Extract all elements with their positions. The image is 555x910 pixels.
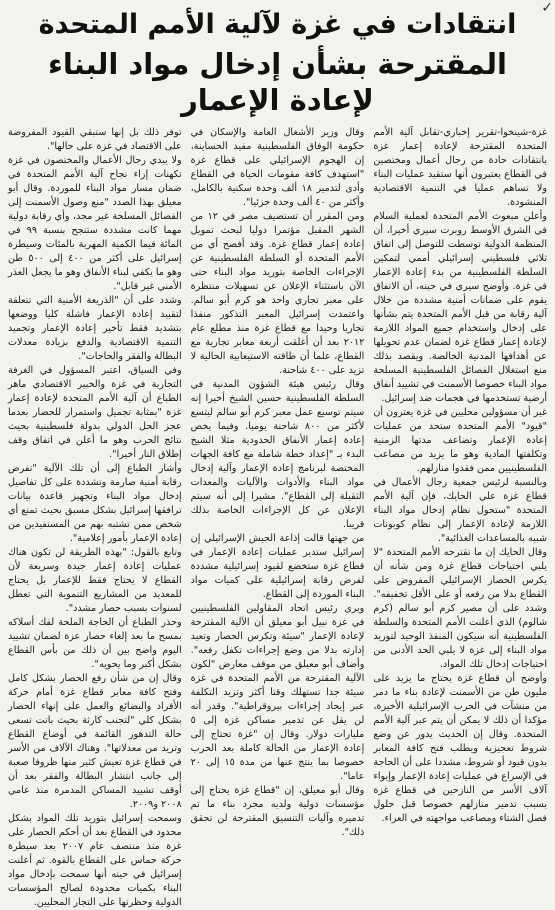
paragraph: ولا يبدي رجال الأعمال والمختصون في غزة تكهنات إزاء نجاح آلية الأمم المتحدة في ضمان مسار مواد البناء للموردة. وقال أبو معيلق بهذا الصدد "منع وصول الأسمنت إلى الفصائل المسلحة غير مجد، وأي رقابة دولية مهما كانت مشددة ستنجح بنسبة ٩٩ في المائة فيما الكمية المهربة بالمئات وسيطرة إسرائيل على أكثر من ٤٠٠ إلى ٥٠٠ طن وهو ما يكفي لبناء الأنفاق وهو ما يجعل العذر الأمني غير قابل". bbox=[7, 155, 182, 293]
article-headline bbox=[8, 8, 547, 118]
paragraph: من جهتها قالت إذاعة الجيش الإسرائيلي إن إسرائيل ستدير عمليات إعادة الإعمار في قطاع غزة ستخضع لقيود إسرائيلية مشددة لفرض رقابة إسرائيلية على كميات مواد البناء الموردة إلى القطاع. bbox=[190, 533, 365, 601]
paragraph: وأوضح أن قطاع غزة يحتاج ما يزيد على مليون طن من الأسمنت لإعادة بناء ما دمر من منشآت في الحرب الإسرائيلية الأخيرة، مؤكدا أن ذلك لا يمكن أن يتم عبر آلية الأمم المتحدة. وقال إن الحديث يدور عن وضع شروط تعجيزية ويطلب فتح كافة المعابر بدون قيود أو شروط، مشددا على أن الحاجة في الإسراع في عمليات إعادة الإعمار وإيواء آلاف الأسر من النازحين في قطاع غزة بسبب تدمير منازلهم خصوصا قبل حلول فصل الشتاء ومصاعب مواجهته في العراء. bbox=[373, 673, 547, 825]
headline-line-1: انتقادات في غزة لآلية الأمم المتحدة bbox=[38, 9, 517, 40]
paragraph: وحذر الطباع أن الحاجة الملحة لفك أسلاكه بمسح ما بعد إلغاء حصار عزة لضمان تشييد اليوم واضح بين أن ذلك من بأس القطاع بشكل أكبر وما يحويه". bbox=[7, 617, 182, 671]
article-column-2 bbox=[190, 126, 365, 839]
article-column-3 bbox=[7, 126, 182, 909]
paragraph: غزة-شينخوا-تقرير إخباري-تقابل آلية الأمم المتحدة المقترحة لإعادة إعمار غزة بانتقادات حادة من رجال أعمال ومختصين في القطاع يعتبرون أنها ستقيد عمليات البناء ولا تساهم عمليا في التنمية الاقتصادية المنشودة. bbox=[373, 127, 547, 209]
paragraph: وقال أبو معيلق، إن "قطاع غزة يحتاج إلى مؤسسات دولية ولديه مجرد بناء ما تم تدميره وآليات التنسيق المقترحة لن تحقق ذلك". bbox=[190, 785, 365, 839]
paragraph: ومن المقرر أن تستضيف مصر في ١٢ من الشهر المقبل مؤتمرا دوليا لبحث تمويل إعادة إعمار قطاع غزة. وقد أفصح أي من الأمم المتحدة أو السلطة الفلسطينية عن الإجراءات الخاصة بتوريد مواد البناء حتى الآن باستثناء الإعلان عن تسهيلات منتظرة على معبر تجاري واحد هو كرم أبو سالم. واعتمدت إسرائيل المعبر التذكور منفذا تجاريا وحيدا مع قطاع غزة منذ مطلع عام ٢٠١٢ بعد أن أغلقت أربعة معابر تجارية مع القطاع، علما أن طاقته الاستيعابية الحالية لا تزيد على ٤٠٠ شاحنة. bbox=[190, 211, 365, 377]
paragraph: وبالنسبة لرئيس جمعية رجال الأعمال في قطاع غزة علي الحايك، فإن آلية الأمم المتحدة "ستحول نظام إدخال مواد البناء اللازمة لإعادة الإعمار إلى نظام كوبونات شبيه بالمساعدات الغذائية". bbox=[373, 477, 547, 545]
paragraph: وقال وزير الأشغال العامة والإسكان في حكومة الوفاق الفلسطينية مفيد الحساينة، إن الهجوم الإسرائيلي على قطاع غزة "استهدف كافة مقومات الحياة في القطاع وأدى لتدمير ١٨ ألف وحدة سكنية بالكامل، وأكثر من ٤٠ ألف وحدة جزئيا". bbox=[190, 127, 365, 209]
paragraph: وتابع بالقول: "بهذه الطريقة لن تكون هناك عمليات إعادة إعمار جيدة وسريعة لأن القطاع لا يحتاج فقط للإعمار بل يحتاج للمعديد من المشاريع التنموية التي تعطل لسنوات بسبب حصار مشدد". bbox=[7, 547, 182, 615]
paragraph: وسمحت إسرائيل بتوريد تلك المواد بشكل محدود في القطاع بعد أن أحكم الحصار على غزة منذ منتصف عام ٢٠٠٧ بعد سيطرة حركة حماس على القطاع بالقوة. ثم أعلنت إسرائيل في حينه أنها سمحت بإدخال مواد البناء بكميات محدودة لصالح المؤسسات الدولية وحظرتها على التجار المحليين. bbox=[7, 813, 182, 909]
paragraph: وقال إن من شأن رفع الحصار بشكل كامل وفتح كافة معابر قطاع غزة أمام حركة الأفراد والبضائع والعمل على إنهاء الحصار بشكل كلي "لتجنب كارثة بحيث باتت تسعى حالة التدهور القائمة في أوضاع القطاع وتريد من معدلاتها". وهناك الآلاف من الأسر في قطاع غزة تعيش كثير منها ظروفا صعبة إلى جانب انتشار البطالة والفقر بعد أن أوقف تشييد المساكن المدمرة منذ عامي ٢٠٠٨ و٢٠٠٩. bbox=[7, 673, 182, 811]
paragraph: غير أن مسؤولين محليين في غزة يعترون أن "قيود" الأمم المتحدة ستحد من عمليات إعادة الإعمار وتضاعف مدتها الزمنية وتكلفتها المادية وهو ما يزيد من مصاعب الفلسطينيين ممن فقدوا منازلهم. bbox=[373, 407, 547, 475]
paragraph: ويرى رئيس اتحاد المقاولين الفلسطينيين في غزة نبيل أبو معيلق أن الآلية المقترحة لإعادة الإعمار "سيئة وتكرس الحصار وتعيد إدارته بدلا من وضع إجراءات تكفل رفعه". وأضاف أبو معيلق من موقف معارض "لكون الآلية المقترحة من الأمم المتحدة في غزة سيئة جدا تستهلك وقتا أكثر وتزيد التكلفة عبر إيجاد إجراءات بيروقراطية". وقدر أنه لن يقل عن تدمير مساكن غزة إلى ٥ مليارات دولار. وقال إن "غزة تحتاج إلى إعادة الإعمار من الحالة كاملة بعد الحرب خصوصا بما ينتج عنها من مدة ١٥ إلى ٢٠ عاما". bbox=[190, 603, 365, 783]
paragraph: وشدد على أن "الذريعة الأمنية التي تتعلقة لتقييد إعادة الإعمار فاشلة كليا ووضعها بتشديد فقط تأخير إعادة الإعمار وتجميد التنمية الاقتصادية والدفع بزيادة معدلات البطالة والفقر والحاجات". bbox=[7, 295, 182, 363]
article-body bbox=[7, 126, 547, 909]
article-column-1 bbox=[373, 126, 547, 825]
check-mark-icon: ✓ bbox=[541, 0, 553, 16]
paragraph: وقال رئيس هيئة الشؤون المدنية في السلطة الفلسطينية حسين الشيخ أخيرا إنه سيتم توسيع عمل معبر كرم أبو سالم ليتسع لأكثر من ٨٠٠ شاحنة يوميا. وفيما يخص إعادة إعمار الأنفاق الحدودية مثلا الشيخ البدء بـ "إعداد خطة شاملة مع كافة الجهات المختصة لبرنامج إعادة الإعمار وآلية إدخال مواد البناء والأدوات والآليات والمعدات الثقيلة إلى القطاع". مشيرا إلى أنه سيتم الإعلان عن كل الإجراءات الخاصة بذلك قريبا. bbox=[190, 379, 365, 531]
paragraph: توفر ذلك بل إنها ستبقي القيود المفروضة على الاقتصاد في غزة على حالها". bbox=[7, 127, 182, 153]
paragraph: وأشار الطباع إلى أن تلك الآلية "تفرض رقابة أمنية صارمة وتشددة على كل تفاصيل إدخال مواد البناء وتجهيز قاعدة بيانات ترافقها إسرائيل بشكل مسبق بحيث تمنع أي شخص ممن تشتبه بهم من المستفيدين من إعادة الإعمار بأمور إعلامية". bbox=[7, 463, 182, 545]
paragraph: وأعلن مبعوث الأمم المتحدة لعملية السلام في الشرق الأوسط روبرت سيري أخيرا، أن المنظمة الدولية توسطت للتوصل إلى اتفاق ثلاثي فلسطيني إسرائيلي أممي لتمكين السلطة الفلسطينية من بدء إعادة الإعمار في غزة. وأوضح سيري في حينه، أن الاتفاق يقوم على ضمانات أمنية مشددة من خلال آلية رقابة من قبل الأمم المتحدة يتم بشأنها على إدخال واستخدام جميع المواد اللازمة لإعادة إعمار قطاع غزة لضمان عدم تحويلها عن أهدافها المدنية الخالصة. ويقصد بذلك منع استغلال الفصائل الفلسطينية المسلحة مواد البناء خصوصا الأسمنت في تشييد أنفاق أرضية تستخدمها في هجمات ضد إسرائيل. bbox=[373, 211, 547, 405]
headline-line-2: المقترحة بشأن إدخال مواد البناء لإعادة الإعمار bbox=[48, 46, 507, 117]
paragraph: وقال الحايك إن ما تقترحه الأمم المتحدة "لا يلبي احتياجات قطاع غزة ومن شأنه أن يكرس الحصار الإسرائيلي المفروض على القطاع بدلا من رفعه أو على الأقل تخفيفه". وشدد على أن مصير كرم أبو سالم (كرم شالوم) الذي أعلنت الأمم المتحدة والسلطة الفلسطينية أنه سيكون المنفذ الوحيد لتوريد مواد البناء إلى غزة لا يلبي الحد الأدنى من احتياجات إدخال تلك المواد. bbox=[373, 547, 547, 671]
paragraph: وفي السياق، اعتبر المسؤول في الغرفة التجارية في غزة والخبير الاقتصادي ماهر الطباع أن آلية الأمم المتحدة لإعادة إعمار غزة "بمثابة تجميل واستمرار للحصار بعدما عجز الحل الدولي بدولة فلسطينية بحيث نتائج الحرب وهو ما أعلن في اتفاق وقف إطلاق النار أخيرا". bbox=[7, 365, 182, 461]
